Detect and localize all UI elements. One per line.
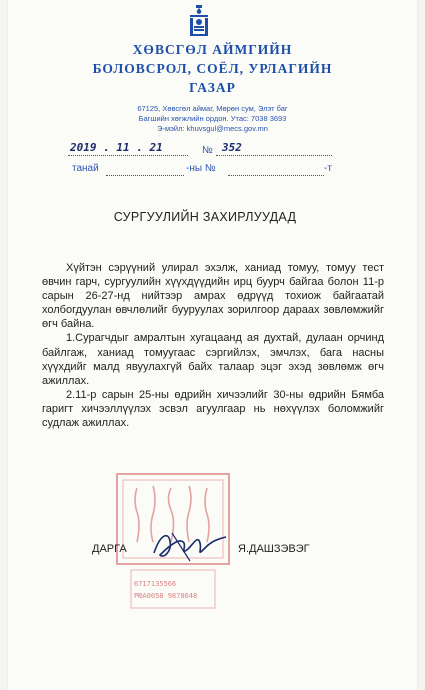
tanai-underline [106,175,184,176]
ny-underline [228,175,324,176]
address-line2: Багшийн хөгжлийн ордон. Утас: 7038 3693 [138,114,287,123]
soyombo-emblem-icon [187,5,211,37]
paragraph-item-2: 2.11-р сарын 25-ны өдрийн хичээлийг 30-ны өдрийн Бямба гаригт хичээллүүлэх эсвэл агуулгаар нь нөхүүлэх боломжийг судлаж ажиллах. [42,388,384,430]
signatory-name: Я.ДАШЗЭВЭГ [238,543,310,555]
org-name-line2: БОЛОВСРОЛ, СОЁЛ, УРЛАГИЙН [92,61,333,76]
document-number: 352 [222,141,242,154]
date-underline [68,155,188,156]
signatory-title: ДАРГА [92,543,127,555]
paragraph-intro: Хүйтэн сэрүүний улирал эхэлж, ханиад томуу, томуу тест өвчин гарч, сургуулийн хүүхдүүдийн ирц буурч байгаа болон 11-р сарын 26-27-нд нийтээр амрах өдрүүд тохиож байгаатай холбогдуулан өвчлөлийг бууруулах зорилгоор дараах зөвлөмжийг өгч байна. [42,262,384,331]
handwritten-signature [150,525,230,565]
document-date: 2019 . 11 . 21 [70,141,163,154]
address-line1: 67125, Хөвсгөл аймаг, Мөрөн сум, Элэт баг [137,104,288,113]
org-name-line1: ХӨВСГӨЛ АЙМГИЙН [132,42,293,57]
paragraph-item-1: 1.Сурагчдыг амралтын хугацаанд ая духтай, дулаан орчинд байлгаж, ханиад томуугаас сэргийлэх, эмчлэх, бага насны хүүхдийг малд явуулахгүй байх талаар эцэг эхэд зөвлөмж өгч ажиллах. [42,332,384,387]
t-label: -т [324,163,332,174]
letter-body [42,261,384,430]
addressee: СУРГУУЛИЙН ЗАХИРЛУУДАД [113,210,297,224]
org-name-line3: ГАЗАР [189,80,236,95]
address-line3: Э-мэйл: khuvsgul@mecs.gov.mn [157,124,268,133]
ny-label: -ны № [186,163,216,174]
stamp-line1: 6717135566 [134,580,177,588]
tanai-label: танай [72,163,99,174]
number-underline [216,155,332,156]
number-label: № [202,145,213,156]
stamp-line2: РЮА0058 9878648 [134,592,198,600]
